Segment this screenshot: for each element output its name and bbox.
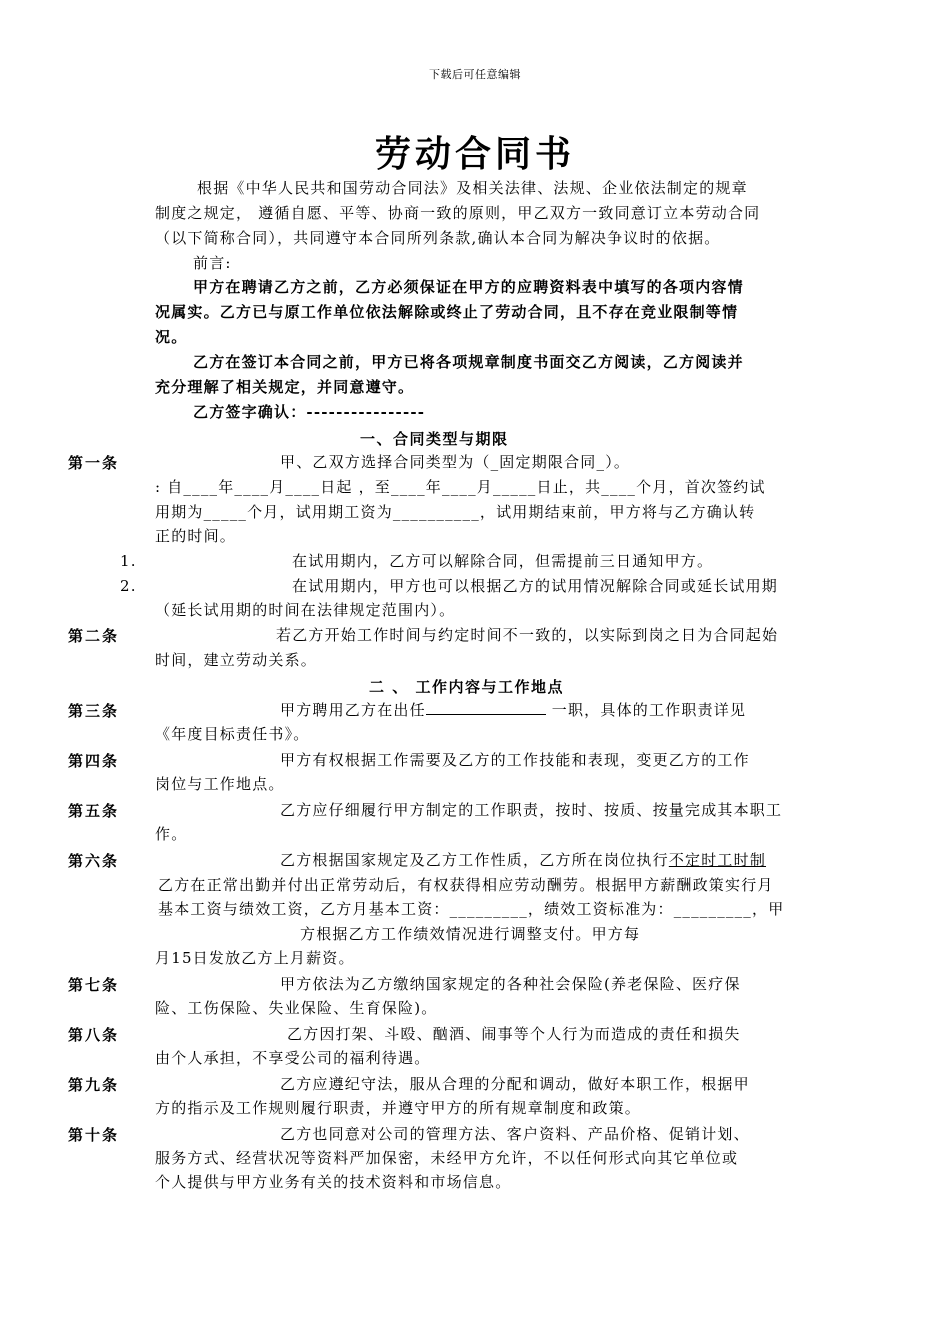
article-1-item-1: 在试用期内，乙方可以解除合同，但需提前三日通知甲方。 bbox=[292, 552, 714, 570]
article-1-item-2-line-2: （延长试用期的时间在法律规定范围内）。 bbox=[155, 601, 456, 619]
article-1-line-1: 甲、乙双方选择合同类型为（_固定期限合同_）。 bbox=[280, 453, 631, 471]
section-1-title: 一、合同类型与期限 bbox=[360, 430, 509, 448]
signature-label: 乙方签字确认： bbox=[193, 403, 307, 421]
article-1-line-3: 用期为_____个月，试用期工资为__________，试用期结束前，甲方将与乙方确认转 bbox=[155, 503, 756, 521]
header-note: 下载后可任意编辑 bbox=[429, 68, 521, 81]
article-7-line-1: 甲方依法为乙方缴纳国家规定的各种社会保险(养老保险、医疗保 bbox=[280, 975, 741, 993]
article-5-label: 第五条 bbox=[68, 802, 120, 820]
article-2-label: 第二条 bbox=[68, 627, 120, 645]
article-10-line-3: 个人提供与甲方业务有关的技术资料和市场信息。 bbox=[155, 1173, 512, 1191]
article-10-line-1: 乙方也同意对公司的管理方法、客户资料、产品价格、促销计划、 bbox=[280, 1125, 750, 1143]
preface-p1-line-1: 甲方在聘请乙方之前，乙方必须保证在甲方的应聘资料表中填写的各项内容情 bbox=[193, 278, 744, 296]
article-1-line-2: : 自____年____月____日起 ，至____年____月_____日止，共____个月，首次签约试 bbox=[155, 478, 766, 496]
article-6-line-4: 方根据乙方工作绩效情况进行调整支付。甲方每 bbox=[300, 925, 641, 943]
article-5-line-2: 作。 bbox=[155, 825, 188, 843]
article-8-line-2: 由个人承担，不享受公司的福利待遇。 bbox=[155, 1049, 431, 1067]
signature-confirm bbox=[193, 400, 425, 425]
article-7-label: 第七条 bbox=[68, 976, 120, 994]
article-9-line-1: 乙方应遵纪守法，服从合理的分配和调动，做好本职工作，根据甲 bbox=[280, 1075, 750, 1093]
position-blank bbox=[426, 698, 546, 715]
article-1-item-1-number: 1. bbox=[120, 552, 137, 570]
preface-p1-line-3: 况。 bbox=[155, 328, 188, 346]
article-6-text-a: 乙方根据国家规定及乙方工作性质，乙方所在岗位执行 bbox=[280, 851, 669, 869]
article-3-text-a: 甲方聘用乙方在出任 bbox=[280, 701, 426, 719]
article-4-line-2: 岗位与工作地点。 bbox=[155, 775, 285, 793]
document-title: 劳动合同书 bbox=[374, 133, 575, 175]
article-6-label: 第六条 bbox=[68, 852, 120, 870]
article-3-line-2: 《年度目标责任书》。 bbox=[155, 725, 310, 743]
work-hour-system: 不定时工时制 bbox=[668, 851, 767, 869]
article-1-line-4: 正的时间。 bbox=[155, 527, 237, 545]
article-4-label: 第四条 bbox=[68, 752, 120, 770]
article-10-label: 第十条 bbox=[68, 1126, 120, 1144]
article-6-line-1 bbox=[280, 848, 766, 873]
article-6-line-5: 月15日发放乙方上月薪资。 bbox=[155, 949, 355, 967]
article-3-text-b: 一职，具体的工作职责详见 bbox=[545, 701, 747, 719]
article-4-line-1: 甲方有权根据工作需要及乙方的工作技能和表现，变更乙方的工作 bbox=[280, 751, 750, 769]
preface-p2-line-1: 乙方在签订本合同之前，甲方已将各项规章制度书面交乙方阅读，乙方阅读并 bbox=[193, 353, 744, 371]
article-1-label: 第一条 bbox=[68, 454, 120, 472]
article-9-label: 第九条 bbox=[68, 1076, 120, 1094]
article-9-line-2: 方的指示及工作规则履行职责，并遵守甲方的所有规章制度和政策。 bbox=[155, 1099, 642, 1117]
article-1-item-2-line-1: 在试用期内，甲方也可以根据乙方的试用情况解除合同或延长试用期 bbox=[292, 577, 779, 595]
article-6-line-2: 乙方在正常出勤并付出正常劳动后，有权获得相应劳动酬劳。根据甲方薪酬政策实行月 bbox=[158, 876, 774, 894]
article-5-line-1: 乙方应仔细履行甲方制定的工作职责，按时、按质、按量完成其本职工 bbox=[280, 801, 783, 819]
article-6-line-3: 基本工资与绩效工资，乙方月基本工资：_________，绩效工资标准为：_________，甲 bbox=[158, 900, 785, 918]
article-8-label: 第八条 bbox=[68, 1026, 120, 1044]
preface-p1-line-2: 况属实。乙方已与原工作单位依法解除或终止了劳动合同，且不存在竞业限制等情 bbox=[155, 303, 739, 321]
article-3-line-1 bbox=[280, 698, 746, 723]
section-2-title: 二 、 工作内容与工作地点 bbox=[369, 678, 564, 696]
article-3-label: 第三条 bbox=[68, 702, 120, 720]
signature-blank: ---------------- bbox=[306, 403, 426, 421]
article-7-line-2: 险、工伤保险、失业保险、生育保险)。 bbox=[155, 999, 438, 1017]
preface-p2-line-2: 充分理解了相关规定，并同意遵守。 bbox=[155, 378, 415, 396]
preface-label: 前言: bbox=[193, 254, 232, 272]
intro-line-2: 制度之规定， 遵循自愿、平等、协商一致的原则，甲乙双方一致同意订立本劳动合同 bbox=[155, 204, 761, 222]
intro-line-1: 根据《中华人民共和国劳动合同法》及相关法律、法规、企业依法制定的规章 bbox=[197, 179, 748, 197]
article-2-line-2: 时间，建立劳动关系。 bbox=[155, 651, 318, 669]
article-10-line-2: 服务方式、经营状况等资料严加保密，未经甲方允许，不以任何形式向其它单位或 bbox=[155, 1149, 739, 1167]
article-1-item-2-number: 2. bbox=[120, 577, 137, 595]
intro-line-3: （以下简称合同），共同遵守本合同所列条款,确认本合同为解决争议时的依据。 bbox=[155, 229, 721, 247]
article-8-line-1: 乙方因打架、斗殴、酗酒、闹事等个人行为而造成的责任和损失 bbox=[287, 1025, 741, 1043]
article-2-line-1: 若乙方开始工作时间与约定时间不一致的，以实际到岗之日为合同起始 bbox=[276, 626, 779, 644]
